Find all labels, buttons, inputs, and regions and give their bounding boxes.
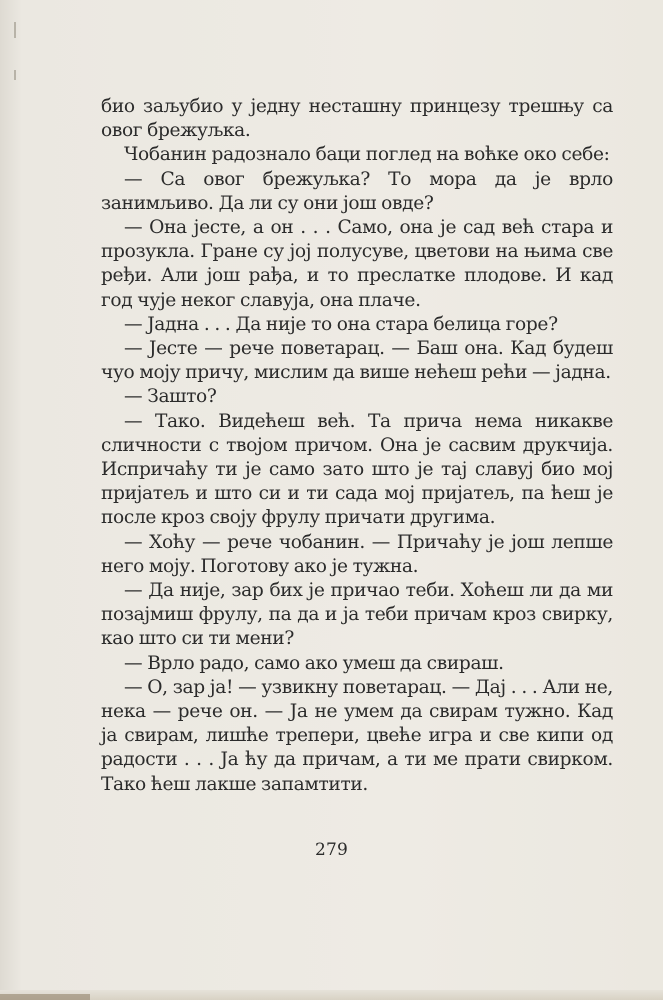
- page-bottom-edge: [0, 990, 663, 1000]
- paragraph: Чобанин радознало баци поглед на воћке око себе:: [124, 144, 610, 166]
- gutter-mark: [14, 70, 16, 80]
- body-text: [101, 95, 613, 797]
- paragraph: био заљубио у једну несташну принцезу трешњу са овог брежуљка.: [101, 96, 613, 142]
- paragraph: — Да није, зар бих је причао теби. Хоћеш ли да ми позајмиш фрулу, па да и ја теби причам кроз свирку, као што си ти мени?: [101, 580, 613, 650]
- paragraph: — Тако. Видећеш већ. Та прича нема никакве сличности с твојом причом. Она је сасвим друкчија. Испричаћу ти је само зато што је тај славуј био мој пријатељ и што си и ти сада мој пријатељ, па ћеш је после кроз своју фрулу причати другима.: [101, 410, 613, 529]
- page-bottom-shadow: [0, 994, 90, 1000]
- paragraph: — Јадна . . . Да није то она стара белица горе?: [124, 313, 558, 335]
- paragraph: — О, зар ја! — узвикну поветарац. — Дај . . . Али не, нека — рече он. — Ја не умем да свирам тужно. Кад ја свирам, лишће трепери, цвеће игра и све кипи од радости . . . Ја ћу да причам, а ти ме прати свирком. Тако ћеш лакше запамтити.: [101, 676, 613, 795]
- paragraph: — Врло радо, само ако умеш да свираш.: [124, 652, 504, 674]
- paragraph: — Са овог брежуљка? То мора да је врло занимљиво. Да ли су они још овде?: [101, 168, 613, 214]
- paragraph: — Јесте — рече поветарац. — Баш она. Кад будеш чуо моју причу, мислим да више нећеш рећи — јадна.: [101, 338, 613, 384]
- page-number: 279: [314, 840, 349, 860]
- paragraph: — Она јесте, а он . . . Само, она је сад већ стара и прозукла. Гране су јој полусуве, цветови на њима све ређи. Али још рађа, и то преслатке плодове. И кад год чује неког славуја, она плаче.: [101, 217, 613, 311]
- paragraph: — Зашто?: [124, 386, 217, 408]
- paragraph: — Хоћу — рече чобанин. — Причаћу је још лепше него мoју. Поготову ако је тужна.: [101, 531, 613, 577]
- gutter-mark: [14, 22, 16, 38]
